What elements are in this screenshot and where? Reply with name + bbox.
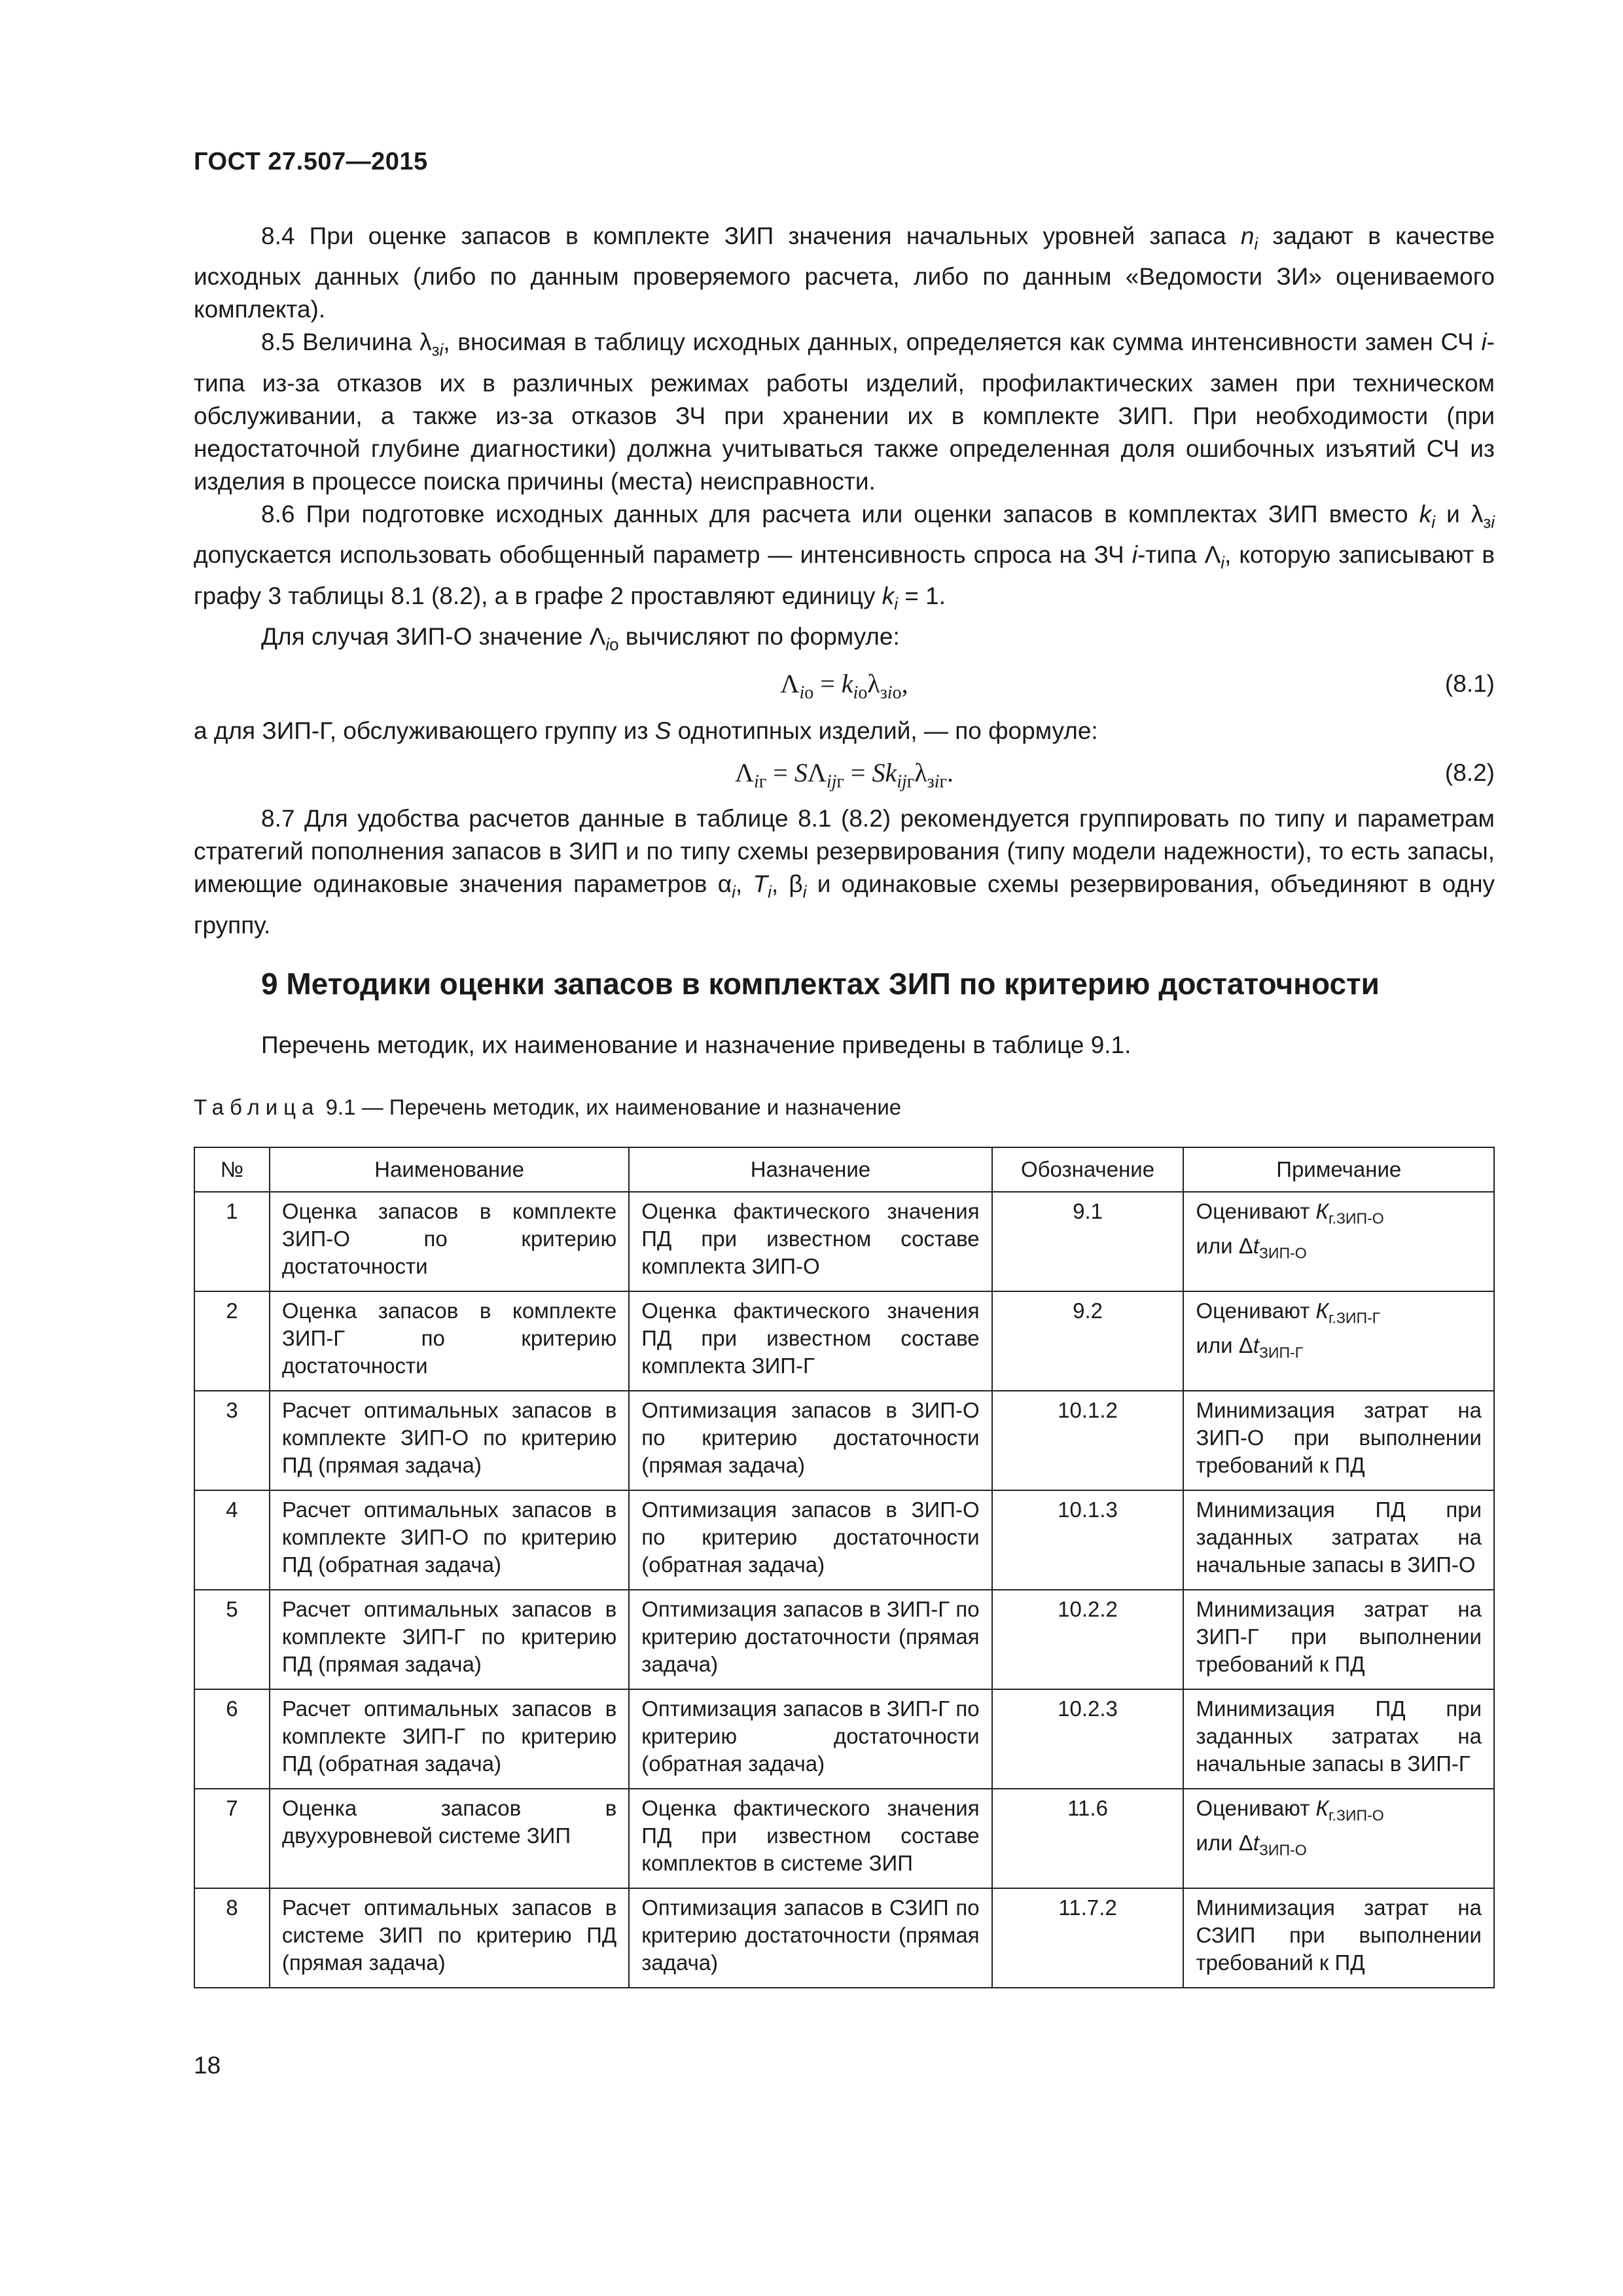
row-purpose: Оптимизация запасов в ЗИП-Г по критерию достаточности (прямая задача) bbox=[629, 1590, 991, 1689]
row-purpose: Оценка фактического значения ПД при известном составе комплектов в системе ЗИП bbox=[629, 1789, 991, 1888]
formula-8-1-expression: $\Lambda_{iо} = k_{iо}\lambda_{зiо}$, bbox=[780, 669, 908, 704]
row-purpose: Оптимизация запасов в СЗИП по критерию достаточности (прямая задача) bbox=[629, 1888, 991, 1988]
row-number: 2 bbox=[194, 1291, 270, 1391]
paragraph-8-4: 8.4 При оценке запасов в комплекте ЗИП значения начальных уровней запаса $n_i$ задают в качестве исходных данных (либо по данным проверяемого расчета, либо по данным «Ведомости ЗИ» оцениваемого комплекта). bbox=[194, 223, 1495, 323]
table-row bbox=[194, 1291, 1494, 1391]
table-header-row bbox=[194, 1147, 1494, 1192]
row-number: 6 bbox=[194, 1689, 270, 1789]
section-9-intro: Перечень методик, их наименование и назначение приведены в таблице 9.1. bbox=[261, 1031, 1132, 1058]
table-row bbox=[194, 1888, 1494, 1988]
row-name: Расчет оптимальных запасов в комплекте ЗИП-Г по критерию ПД (обратная задача) bbox=[270, 1689, 629, 1789]
paragraph-zip-o: Для случая ЗИП-О значение $\Lambda_{iо}$ вычисляют по формуле: bbox=[261, 622, 900, 655]
header-number: № bbox=[194, 1147, 270, 1192]
row-purpose: Оптимизация запасов в ЗИП-О по критерию достаточности (обратная задача) bbox=[629, 1490, 991, 1590]
row-name: Расчет оптимальных запасов в комплекте ЗИП-Г по критерию ПД (прямая задача) bbox=[270, 1590, 629, 1689]
formula-8-2-number: (8.2) bbox=[1444, 759, 1495, 787]
table-row bbox=[194, 1192, 1494, 1291]
page-number: 18 bbox=[194, 2052, 221, 2079]
row-number: 5 bbox=[194, 1590, 270, 1689]
table-row bbox=[194, 1490, 1494, 1590]
row-code: 11.7.2 bbox=[992, 1888, 1184, 1988]
row-note: Минимизация ПД при заданных затратах на начальные запасы в ЗИП-О bbox=[1183, 1490, 1494, 1590]
row-name: Оценка запасов в комплекте ЗИП-Г по критерию достаточности bbox=[270, 1291, 629, 1391]
row-code: 10.1.2 bbox=[992, 1391, 1184, 1490]
header-code: Обозначение bbox=[992, 1147, 1184, 1192]
row-code: 10.2.3 bbox=[992, 1689, 1184, 1789]
row-note: Минимизация затрат на ЗИП-Г при выполнении требований к ПД bbox=[1183, 1590, 1494, 1689]
row-note: Минимизация ПД при заданных затратах на начальные запасы в ЗИП-Г bbox=[1183, 1689, 1494, 1789]
row-code: 11.6 bbox=[992, 1789, 1184, 1888]
row-code: 10.2.2 bbox=[992, 1590, 1184, 1689]
table-row bbox=[194, 1590, 1494, 1689]
body-text bbox=[194, 220, 1495, 942]
row-note: Оценивают $К_{г.ЗИП-Г}$ или $\Delta t_{ЗИП-Г}$ bbox=[1183, 1291, 1494, 1391]
methods-table bbox=[194, 1147, 1495, 1988]
row-name: Оценка запасов в комплекте ЗИП-О по критерию достаточности bbox=[270, 1192, 629, 1291]
paragraph-8-6: 8.6 При подготовке исходных данных для расчета или оценки запасов в комплектах ЗИП вместо $k_i$ и $\lambda_{зi}$ допускается использовать обобщенный параметр — интенсивность спроса на ЗЧ i-типа $\Lambda_i$, которую записывают в графу 3 таблицы 8.1 (8.2), а в графе 2 проставляют единицу $k_i = 1$. bbox=[194, 500, 1495, 613]
formula-8-1 bbox=[194, 668, 1495, 711]
row-number: 7 bbox=[194, 1789, 270, 1888]
row-number: 4 bbox=[194, 1490, 270, 1590]
row-number: 1 bbox=[194, 1192, 270, 1291]
row-purpose: Оценка фактического значения ПД при известном составе комплекта ЗИП-О bbox=[629, 1192, 991, 1291]
row-note: Оценивают $К_{г.ЗИП-О}$ или $\Delta t_{ЗИП-О}$ bbox=[1183, 1789, 1494, 1888]
paragraph-zip-g: а для ЗИП-Г, обслуживающего группу из S однотипных изделий, — по формуле: bbox=[194, 717, 1098, 745]
row-name: Расчет оптимальных запасов в системе ЗИП по критерию ПД (прямая задача) bbox=[270, 1888, 629, 1988]
section-9-title: 9 Методики оценки запасов в комплектах ЗИП по критерию достаточности bbox=[261, 967, 1380, 1001]
row-name: Оценка запасов в двухуровневой системе ЗИП bbox=[270, 1789, 629, 1888]
row-purpose: Оптимизация запасов в ЗИП-О по критерию достаточности (прямая задача) bbox=[629, 1391, 991, 1490]
formula-8-2 bbox=[194, 757, 1495, 800]
header-name: Наименование bbox=[270, 1147, 629, 1192]
row-purpose: Оптимизация запасов в ЗИП-Г по критерию достаточности (обратная задача) bbox=[629, 1689, 991, 1789]
table-caption: Таблица 9.1 — Перечень методик, их наименование и назначение bbox=[194, 1095, 902, 1119]
row-number: 3 bbox=[194, 1391, 270, 1490]
row-name: Расчет оптимальных запасов в комплекте ЗИП-О по критерию ПД (обратная задача) bbox=[270, 1490, 629, 1590]
row-number: 8 bbox=[194, 1888, 270, 1988]
row-code: 9.2 bbox=[992, 1291, 1184, 1391]
formula-8-1-number: (8.1) bbox=[1444, 670, 1495, 698]
header-purpose: Назначение bbox=[629, 1147, 991, 1192]
paragraph-8-7: 8.7 Для удобства расчетов данные в таблице 8.1 (8.2) рекомендуется группировать по типу и параметрам стратегий пополнения запасов в ЗИП и по типу схемы резервирования (типу модели надежности), то есть запасы, имеющие одинаковые значения параметров $\alpha_i$, $T_i$, $\beta_i$ и одинаковые схемы резервирования, объединяют в одну группу. bbox=[194, 805, 1495, 939]
paragraph-8-5: 8.5 Величина $\lambda_{зi}$, вносимая в таблицу исходных данных, определяется как сумма интенсивности замен СЧ i-типа из-за отказов их в различных режимах работы изделий, профилактических замен при техническом обслуживании, а также из-за отказов ЗЧ при хранении их в комплекте ЗИП. При необходимости (при недостаточной глубине диагностики) должна учитываться также определенная доля ошибочных изъятий СЧ из изделия в процессе поиска причины (места) неисправности. bbox=[194, 329, 1495, 495]
table-row bbox=[194, 1789, 1494, 1888]
document-header: ГОСТ 27.507—2015 bbox=[194, 148, 428, 175]
row-note: Минимизация затрат на ЗИП-О при выполнении требований к ПД bbox=[1183, 1391, 1494, 1490]
row-note: Оценивают $К_{г.ЗИП-О}$ или $\Delta t_{ЗИП-О}$ bbox=[1183, 1192, 1494, 1291]
row-name: Расчет оптимальных запасов в комплекте ЗИП-О по критерию ПД (прямая задача) bbox=[270, 1391, 629, 1490]
header-note: Примечание bbox=[1183, 1147, 1494, 1192]
row-code: 10.1.3 bbox=[992, 1490, 1184, 1590]
row-note: Минимизация затрат на СЗИП при выполнении требований к ПД bbox=[1183, 1888, 1494, 1988]
row-code: 9.1 bbox=[992, 1192, 1184, 1291]
formula-8-2-expression: $\Lambda_{iг} = S\Lambda_{ijг} = Sk_{ijг}\lambda_{зiг}$. bbox=[734, 758, 954, 793]
row-purpose: Оценка фактического значения ПД при известном составе комплекта ЗИП-Г bbox=[629, 1291, 991, 1391]
table-row bbox=[194, 1391, 1494, 1490]
table-row bbox=[194, 1689, 1494, 1789]
